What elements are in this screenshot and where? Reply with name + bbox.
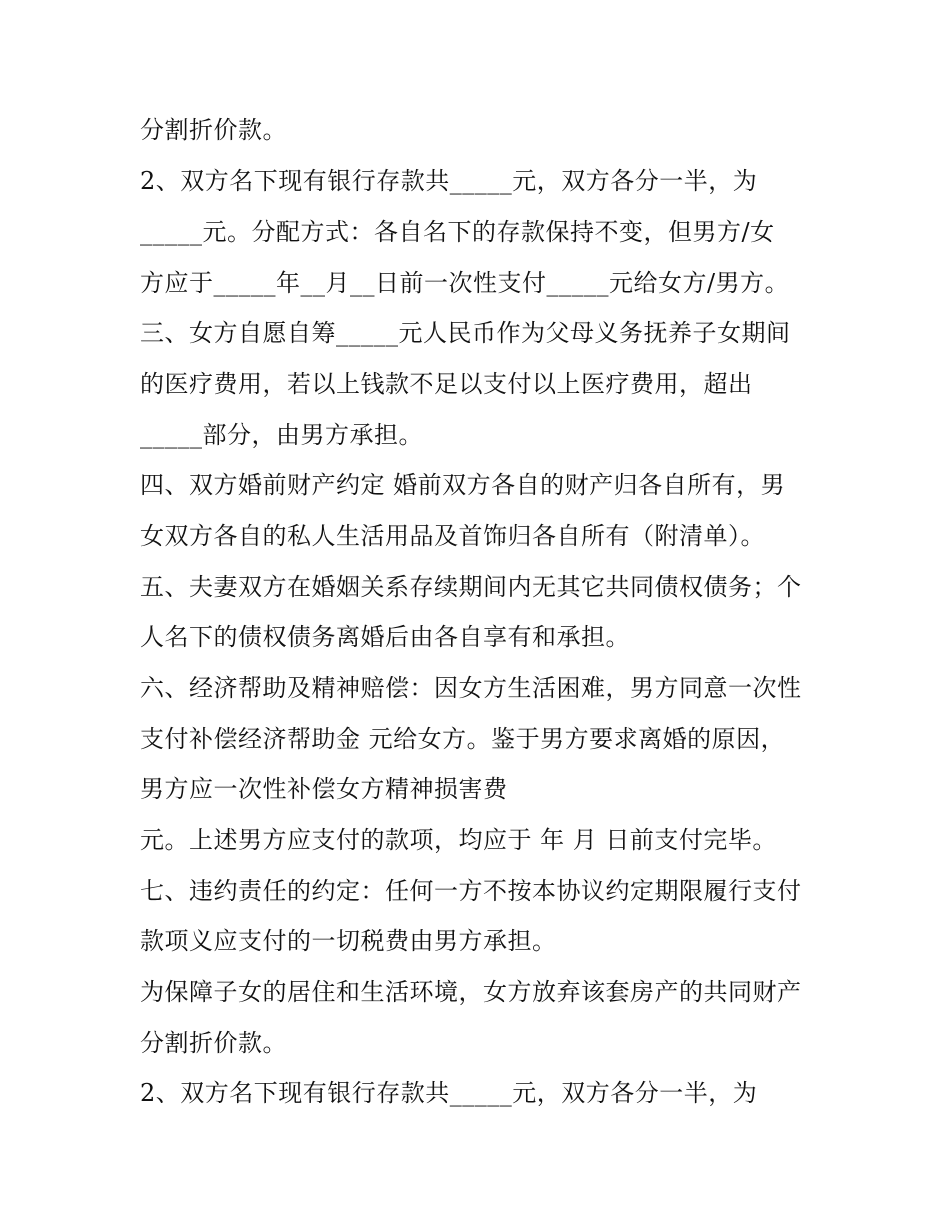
text-line: 六、经济帮助及精神赔偿：因女方生活困难，男方同意一次性	[140, 674, 802, 702]
text-line: 为保障子女的居住和生活环境，女方放弃该套房产的共同财产	[140, 978, 802, 1006]
text-line: 四、双方婚前财产约定 婚前双方各自的财产归各自所有，男	[140, 471, 786, 499]
text-line: 款项义应支付的一切税费由男方承担。	[140, 927, 557, 955]
text-line: 分割折价款。	[140, 1029, 287, 1057]
text-line: _____部分，由男方承担。	[140, 421, 423, 449]
text-line: 方应于_____年__月__日前一次性支付_____元给女方/男方。	[140, 269, 790, 297]
text-line: 支付补偿经济帮助金 元给女方。鉴于男方要求离婚的原因，	[140, 725, 786, 753]
text-line: 三、女方自愿自筹_____元人民币作为父母义务抚养子女期间	[140, 319, 791, 347]
text-line: 女双方各自的私人生活用品及首饰归各自所有（附清单）。	[140, 522, 765, 550]
text-line: 2、双方名下现有银行存款共_____元，双方各分一半，为	[140, 1079, 758, 1107]
text-line: 人名下的债权债务离婚后由各自享有和承担。	[140, 623, 630, 651]
text-line: _____元。分配方式：各自名下的存款保持不变，但男方/女	[140, 218, 775, 246]
text-line: 男方应一次性补偿女方精神损害费	[140, 775, 508, 803]
text-line: 的医疗费用，若以上钱款不足以支付以上医疗费用，超出	[140, 370, 753, 398]
text-line: 元。上述男方应支付的款项，均应于 年 月 日前支付完毕。	[140, 826, 777, 854]
text-line: 七、违约责任的约定：任何一方不按本协议约定期限履行支付	[140, 877, 802, 905]
text-line: 分割折价款。	[140, 116, 287, 144]
text-line: 五、夫妻双方在婚姻关系存续期间内无其它共同债权债务；个	[140, 573, 802, 601]
text-line: 2、双方名下现有银行存款共_____元，双方各分一半，为	[140, 167, 758, 195]
